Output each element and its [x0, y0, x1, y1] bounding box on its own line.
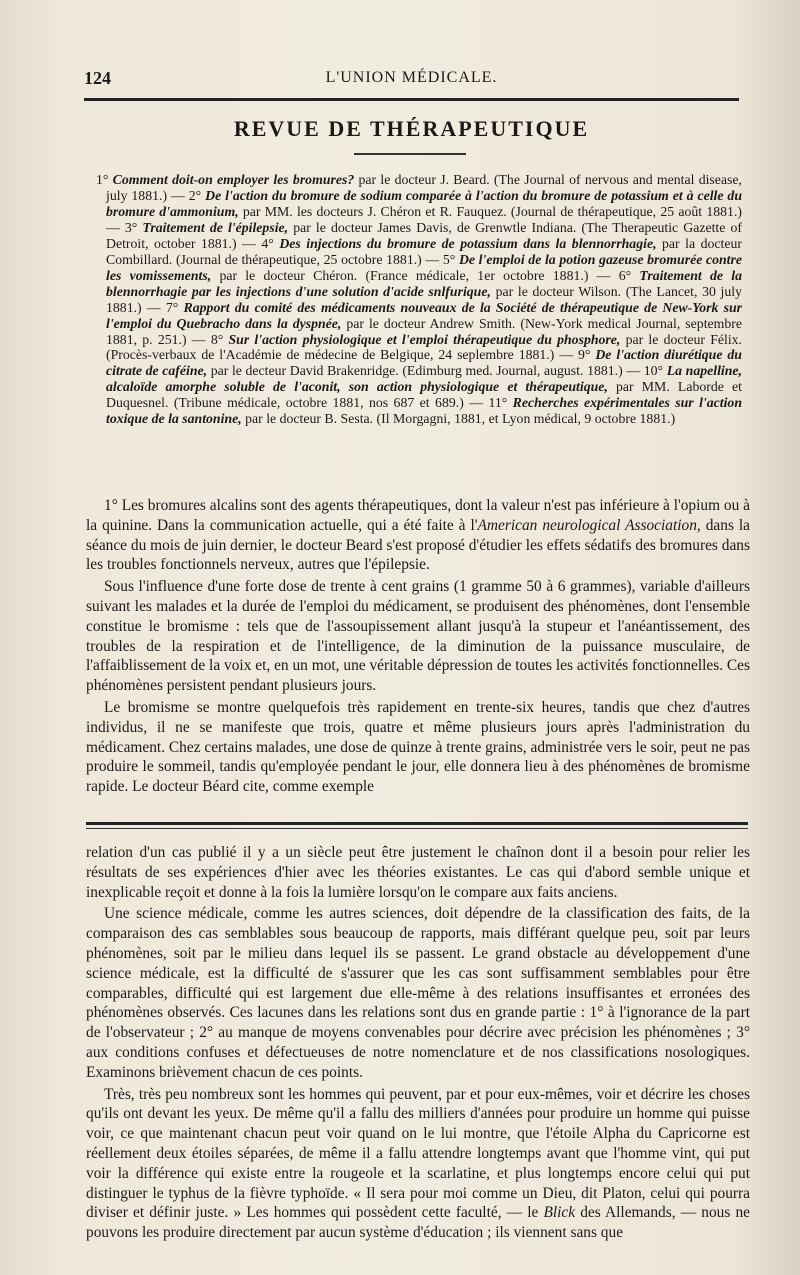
paragraph: Le bromisme se montre quelquefois très rapidement en trente-six heures, tandis que chez d'autres individus, il ne se manifeste que trois, quatre et même plusieurs jours après l'administration du médicament. Chez certains malades, une dose de quinze à trente grains, administrée vers le soir, peut ne pas produire le sommeil, tandis qu'employée pendant le jour, elle donnera lieu à des phénomènes de bromisme rapide. Le docteur Béard cite, comme exemple: [86, 698, 750, 796]
ref-title: Sur l'action physiologique et l'emploi thérapeutique du phosphore,: [228, 331, 621, 347]
ref-number: 7°: [165, 299, 179, 315]
ref-title: Traitement de l'épilepsie,: [142, 219, 289, 235]
paragraph: Une science médicale, comme les autres sciences, doit dépendre de la classification des faits, de la comparaison des cas semblables sous beaucoup de rapports, mais différant quelque peu, soit par leurs phénomènes, soit par le milieu dans lequel ils se passent. Le grand obstacle au développement d'une science médicale, est la difficulté de s'assurer que les cas sont suffisamment semblables pour être comparables, difficulté qui est largement due elle-même à des relations insuffisantes et erronées des phénomènes observés. Ces lacunes dans les relations sont dus en grande partie : 1° à l'ignorance de la part de l'observateur ; 2° au manque de moyens convenables pour décrire avec précision les phénomènes ; 3° aux conditions confuses et défectueuses de notre nomenclature et de nos classifications nosologiques. Examinons brièvement chacun de ces points.: [86, 905, 750, 1081]
article-section-2: [86, 843, 750, 1245]
ref-details: par le decteur David Brakenridge. (Edimburg med. Journal, august. 1881.): [207, 363, 623, 379]
ref-number: 2°: [188, 187, 202, 203]
ref-number: 9°: [577, 347, 591, 363]
ref-title: Recherches expérimentales sur l'action toxique de la santonine,: [106, 395, 742, 427]
paragraph: 1° Les bromures alcalins sont des agents thérapeutiques, dont la valeur n'est pas inférieure à l'opium ou à la quinine. Dans la communication actuelle, qui a été faite à l'American neurological Association, dans la séance du mois de juin dernier, le docteur Beard s'est proposé d'étudier les effets sédatifs des bromures dans les troubles fonctionnels nerveux, autres que l'épilepsie.: [86, 497, 751, 574]
section-divider-thin: [86, 828, 748, 829]
paragraph: relation d'un cas publié il y a un siècle peut être justement le chaînon dont il a besoin pour relier les résultats de ses expériences d'hier avec les théories existantes. Le cas qui d'abord semble unique et inexplicable reçoit et donne à la fois la lumière lorsqu'on le compare aux faits anciens.: [86, 844, 750, 901]
article-section-1: [86, 496, 750, 799]
ref-details: par le docteur Félix. (Procès-verbaux de l'Académie de médecine de Belgique, 24 seplembre 1881.): [106, 331, 743, 363]
ref-title: La napelline, alcaloïde amorphe soluble de l'aconit, son action physiologique et thérapeutique,: [106, 363, 742, 395]
ref-number: 10°: [643, 363, 664, 379]
paragraph: Sous l'influence d'une forte dose de trente à cent grains (1 gramme 50 à 6 grammes), variable d'ailleurs suivant les malades et la durée de l'emploi du médicament, se produisent des phénomènes, dont l'ensemble constitue le bromisme : tels que de l'assoupissement allant jusqu'à la stupeur et l'anéantissement, des troubles de la respiration et de l'intelligence, de la diminution de la puissance musculaire, de l'affaiblissement de la voix et, en un mot, une véritable dépression de toutes les activités fonctionnelles. Ces phénomènes persistent pendant plusieurs jours.: [86, 578, 750, 695]
ref-details: par le docteur Wilson. (The Lancet, 30 july 1881.): [106, 283, 742, 315]
ref-details: par MM. les docteurs J. Chéron et R. Fauquez. (Journal de thérapeutique, 25 août 1881.): [238, 203, 742, 219]
ref-title: Comment doit-on employer les bromures?: [112, 172, 355, 187]
ref-number: 8°: [210, 331, 224, 347]
ref-details: par le docteur James Davis, de Grenwtle Indiana. (The Therapeutic Gazette of Detroit, october 1881.): [106, 219, 742, 251]
ref-details: par le docteur Chéron. (France médicale, 1er octobre 1881.): [211, 267, 589, 283]
ref-title: De l'action diurétique du citrate de caféine,: [106, 347, 742, 379]
ref-details: par le docteur B. Sesta. (Il Morgagni, 1881, et Lyon médical, 9 octobre 1881.): [241, 411, 676, 427]
running-title: L'UNION MÉDICALE.: [325, 69, 498, 86]
ref-number: 1°: [96, 172, 109, 187]
section-divider-thick: [86, 822, 748, 825]
references-list: [96, 172, 742, 427]
page-header: [84, 68, 739, 92]
ref-title: De l'action du bromure de sodium comparée à l'action du bromure de potassium et à celle du bromure d'ammonium,: [106, 187, 742, 219]
ref-number: 6°: [618, 267, 632, 283]
ref-details: par le docteur Andrew Smith. (New-York medical Journal, septembre 1881, p. 251.): [106, 315, 742, 347]
reference-entry: 1° Comment doit-on employer les bromures? par le docteur J. Beard. (The Journal of nervous and mental disease, july 1881.) — 2° De l'action du bromure de sodium comparée à l'action du bromure de potassium et à celle du bromure d'ammonium, par MM. les docteurs J. Chéron et R. Fauquez. (Journal de thérapeutique, 25 août 1881.) — 3° Traitement de l'épilepsie, par le docteur James Davis, de Grenwtle Indiana. (The Therapeutic Gazette of Detroit, october 1881.) — 4° Des injections du bromure de potassium dans la blennorrhagie, par la docteur Combillard. (Journal de thérapeutique, 25 octobre 1881.) — 5° De l'emploi de la potion gazeuse bromurée contre les vomissements, par le docteur Chéron. (France médicale, 1er octobre 1881.) — 6° Traitement de la blennorrhagie par les injections d'une solution d'acide snlfurique, par le docteur Wilson. (The Lancet, 30 july 1881.) — 7° Rapport du comité des médicaments nouveaux de la Société de thérapeutique de New-York sur l'emploi du Quebracho dans la dyspnée, par le docteur Andrew Smith. (New-York medical Journal, septembre 1881, p. 251.) — 8° Sur l'action physiologique et l'emploi thérapeutique du phosphore, par le docteur Félix. (Procès-verbaux de l'Académie de médecine de Belgique, 24 seplembre 1881.) — 9° De l'action diurétique du citrate de caféine, par le decteur David Brakenridge. (Edimburg med. Journal, august. 1881.) — 10° La napelline, alcaloïde amorphe soluble de l'aconit, son action physiologique et thérapeutique, par MM. Laborde et Duquesnel. (Tribune médicale, octobre 1881, nos 687 et 689.) — 11° Recherches expérimentales sur l'action toxique de la santonine, par le docteur B. Sesta. (Il Morgagni, 1881, et Lyon médical, 9 octobre 1881.): [96, 172, 743, 427]
ref-title: Des injections du bromure de potassium dans la blennorrhagie,: [279, 235, 657, 251]
ref-details: par le docteur J. Beard. (The Journal of nervous and mental disease, july 1881.): [106, 172, 742, 203]
ref-details: par MM. Laborde et Duquesnel. (Tribune médicale, octobre 1881, nos 687 et 689.): [106, 379, 742, 411]
ref-title: Rapport du comité des médicaments nouveaux de la Société de thérapeutique de New-York sur l'emploi du Quebracho dans la dyspnée,: [106, 299, 742, 331]
page-number: 124: [84, 68, 111, 88]
header-rule: [84, 98, 739, 101]
ref-number: 5°: [442, 251, 456, 267]
ref-details: par la docteur Combillard. (Journal de thérapeutique, 25 octobre 1881.): [106, 235, 742, 267]
title-rule: [354, 153, 466, 155]
ref-number: 3°: [124, 219, 138, 235]
ref-number: 4°: [261, 235, 274, 251]
section-title: REVUE DE THÉRAPEUTIQUE: [233, 116, 590, 141]
ref-title: De l'emploi de la potion gazeuse bromurée contre les vomissements,: [106, 251, 743, 283]
ref-number: 11°: [488, 395, 508, 411]
paragraph: Très, très peu nombreux sont les hommes qui peuvent, par et pour eux-mêmes, voir et décrire les choses qu'ils ont devant les yeux. De même qu'il a fallu des milliers d'années pour produire un homme qui puisse voir, ce que maintenant chacun peut voir quand on le lui montre, que l'étoile Alpha du Capricorne est réellement deux étoiles séparées, de même il a fallu attendre longtemps avant que l'homme vint, qui put voir la différence qui existe entre la rougeole et la scarlatine, et plus longtemps encore celui qui put distinguer le typhus de la fièvre typhoïde. « Il sera pour moi comme un Dieu, dit Platon, celui qui pourra diviser et définir juste. » Les hommes qui possèdent cette faculté, — le Blick des Allemands, — nous ne pouvons les produire directement par aucun système d'éducation ; ils viennent sans que: [86, 1085, 750, 1242]
ref-title: Traitement de la blennorrhagie par les injections d'une solution d'acide snlfurique,: [106, 267, 742, 299]
